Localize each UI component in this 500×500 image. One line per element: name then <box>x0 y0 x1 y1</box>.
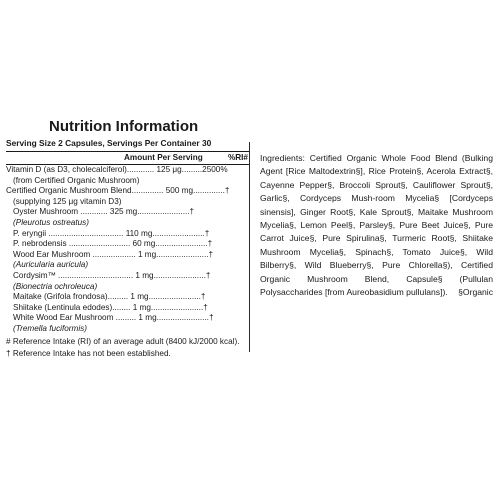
nutrient-rows <box>6 165 250 335</box>
nutrient-row: Shiitake (Lentinula edodes)........ 1 mg.......................† <box>13 302 208 312</box>
organic-note: §Organic <box>458 287 493 298</box>
nutrient-note: (Bionectria ochroleuca) <box>13 281 98 291</box>
column-divider <box>249 142 250 352</box>
nutrient-row: Cordysim™ ................................. 1 mg.......................† <box>13 270 211 280</box>
ingredients-block <box>260 152 493 299</box>
nutrition-title: Nutrition Information <box>49 118 199 135</box>
ingredients-text: Ingredients: Certified Organic Whole Food Blend (Bulking Agent [Rice Maltodextrin§], Rice Protein§, Acerola Extract§, Cayenne Pepper§, Broccoli Sprout§, Cauliflower Sprout§, Garlic§, Cordyceps Mush-room Mycelia§ [Cordyceps sinensis], Ginger Root§, Kale Sprout§, Maitake Mushroom Mycelia§, Lemon Peel§, Parsley§, Pure Beet Juice§, Pure Carrot Juice§, Pure Spirulina§, Turmeric Root§, Shiitake Mushroom Mycelia§, Spinach§, Tomato Juice§, Wild Bilberry§, Wild Blueberry§, Pure Chlorella§), Certified Organic Mushroom Blend, Capsule§ (Pullulan Polysaccharides [from Aureobasidium pullulans]). <box>260 153 493 298</box>
nutrient-note: (Auricularia auricula) <box>13 260 89 270</box>
nutrient-row: Certified Organic Mushroom Blend.............. 500 mg..............† <box>6 186 230 196</box>
nutrient-row: Maitake (Grifola frondosa)......... 1 mg.......................† <box>13 292 206 302</box>
footnote-dagger: † Reference Intake has not been established. <box>6 349 171 359</box>
nutrient-row: Wood Ear Mushroom ................... 1 mg.......................† <box>13 249 214 259</box>
nutrient-note: (Pleurotus ostreatus) <box>13 217 89 227</box>
nutrient-note: (supplying 125 μg vitamin D3) <box>13 196 122 206</box>
nutrition-panel <box>6 118 250 360</box>
serving-info: Serving Size 2 Capsules, Servings Per Container 30 <box>6 138 250 152</box>
nutrient-row: Vitamin D (as D3, cholecalciferol)............ 125 μg.........2500% <box>6 165 228 174</box>
column-header <box>6 152 250 165</box>
nutrient-row: Oyster Mushroom ............ 325 mg.......................† <box>13 207 195 217</box>
nutrient-row: P. nebrodensis ........................... 60 mg.......................† <box>13 239 213 249</box>
footnote-ri: # Reference Intake (RI) of an average adult (8400 kJ/2000 kcal). <box>6 336 240 346</box>
amount-header: Amount Per Serving <box>124 153 203 162</box>
nutrient-note: (from Certified Organic Mushroom) <box>13 175 140 185</box>
nutrient-row: P. eryngii ................................. 110 mg.......................† <box>13 228 210 238</box>
ri-header: %RI# <box>227 153 248 162</box>
nutrient-note: (Tremella fuciformis) <box>13 323 87 333</box>
nutrient-row: White Wood Ear Mushroom ......... 1 mg.......................† <box>13 313 214 323</box>
